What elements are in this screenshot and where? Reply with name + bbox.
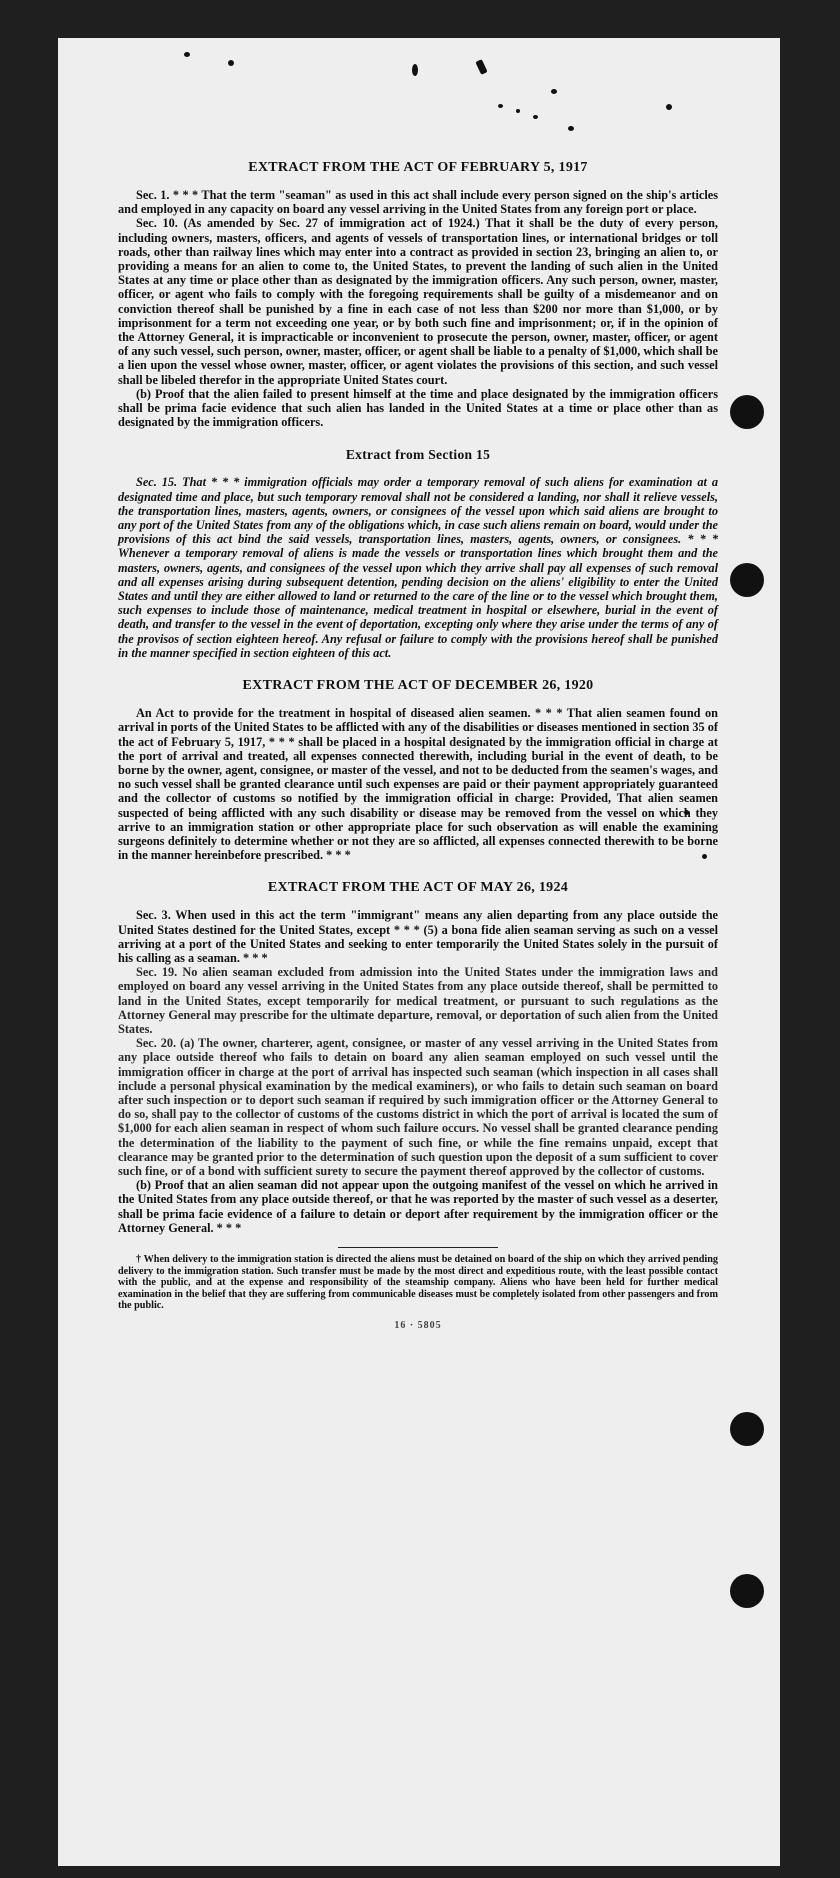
paragraph-sec-19: Sec. 19. No alien seaman excluded from admission into the United States under the immigration laws and employed on board any vessel arriving in the United States from any place outside thereof, shall be permitted to land in the United States, except temporarily for medical treatment, or pursuant to such regulations as the Attorney General may prescribe for the ultimate departure, removal, or deportation of such alien from the United States. bbox=[118, 965, 718, 1036]
punch-hole bbox=[730, 1574, 764, 1608]
paragraph-act-1920: An Act to provide for the treatment in hospital of diseased alien seamen. * * * That alien seamen found on arrival in ports of the United States to be afflicted with any of the disabilities or diseases mentioned in section 35 of the act of February 5, 1917, * * * shall be placed in a hospital designated by the immigration official in charge at the port of arrival and treated, all expenses connected therewith, including burial in the event of death, to be borne by the owner, agent, consignee, or master of the vessel, and not to be deducted from the seamen's wages, and no such vessel shall be granted clearance until such expenses are paid or their payment appropriately guaranteed and the collector of customs so notified by the immigration official in charge: Provided, That alien seamen suspected of being afflicted with any such disability or disease may be removed from the vessel on which they arrive to an immigration station or other appropriate place for such observation as will enable the examining surgeons definitely to determine whether or not they are so afflicted, all expenses connected therewith to be borne in the manner hereinbefore prescribed. * * * bbox=[118, 706, 718, 863]
scan-speck bbox=[412, 64, 418, 76]
heading-act-feb-1917: EXTRACT FROM THE ACT OF FEBRUARY 5, 1917 bbox=[248, 160, 588, 175]
section-15-block bbox=[118, 475, 718, 660]
punch-hole bbox=[730, 395, 764, 429]
scan-speck bbox=[568, 126, 574, 131]
paragraph-sec-10-b: (b) Proof that the alien failed to present himself at the time and place designated by the immigration officers shall be prima facie evidence that such alien has landed in the United States at a time or place other than as designated by the immigration officers. bbox=[118, 386, 718, 430]
paragraph-sec-10: Sec. 10. (As amended by Sec. 27 of immigration act of 1924.) That it shall be the duty of every person, including owners, masters, officers, and agents of vessels of transportation lines, or international bridges or toll roads, other than railway lines which may enter into a contract as provided in section 23, bringing an alien to, or providing a means for an alien to come to, the United States, to prevent the landing of such alien in the United States at any time or place other than as designated by the immigration officers. Any such person, owner, master, officer, or agent who fails to comply with the foregoing requirements shall be guilty of a misdemeanor and on conviction thereof shall be punished by a fine in each case of not less than $200 nor more than $1,000, or by imprisonment for a term not exceeding one year, or by both such fine and imprisonment; or, if in the opinion of the Attorney General, it is impracticable or inconvenient to prosecute the person, owner, master, officer, or agent of any such vessel, such person, owner, master, officer, or agent shall be liable to a penalty of $1,000, which shall be a lien upon the vessel whose owner, master, officer, or agent violates the provisions of this section, and such vessel shall be libeled therefor in the appropriate United States court. bbox=[118, 216, 718, 387]
heading-act-dec-1920: EXTRACT FROM THE ACT OF DECEMBER 26, 1920 bbox=[242, 678, 594, 694]
scan-speck bbox=[184, 52, 190, 57]
punch-hole bbox=[730, 1412, 764, 1446]
paragraph-sec-3: Sec. 3. When used in this act the term "immigrant" means any alien departing from any place outside the United States destined for the United States, except * * * (5) a bona fide alien seaman serving as such on a vessel arriving at a port of the United States and seeking to enter temporarily the United States solely in the pursuit of his calling as a seaman. * * * bbox=[118, 908, 718, 965]
scan-speck bbox=[228, 60, 234, 66]
heading-section-15: Extract from Section 15 bbox=[345, 447, 491, 463]
paragraph-sec-20-b: (b) Proof that an alien seaman did not appear upon the outgoing manifest of the vessel on which he arrived in the United States from any place outside thereof, or that he was reported by the master of such vessel as a deserter, shall be prima facie evidence of a failure to detain or deport after requirement by the immigration officer or the Attorney General. * * * bbox=[118, 1178, 718, 1235]
scan-speck bbox=[533, 115, 538, 119]
scan-speck bbox=[516, 109, 520, 113]
scan-speck bbox=[498, 104, 503, 108]
footnote-block bbox=[118, 1254, 718, 1312]
punch-hole bbox=[730, 563, 764, 597]
paragraph-sec-1: Sec. 1. * * * That the term "seaman" as used in this act shall include every person signed on the ship's articles and employed in any capacity on board any vessel arriving in the United States from any foreign port or place. bbox=[118, 188, 718, 217]
footnote-divider bbox=[338, 1247, 498, 1248]
document-page bbox=[58, 38, 780, 1866]
paragraph-sec-20-a: Sec. 20. (a) The owner, charterer, agent, consignee, or master of any vessel arriving in the United States from any place outside thereof who fails to detain on board any alien seaman employed on such vessel until the immigration officer in charge at the port of arrival has inspected such seaman (which inspection in all cases shall include a personal physical examination by the medical examiners), or who fails to detain such seaman on board after such inspection or to deport such seaman if required by such immigration officer or the Attorney General to do so, shall pay to the collector of customs of the customs district in which the port of arrival is located the sum of $1,000 for each alien seaman in respect of whom such failure occurs. No vessel shall be granted clearance pending the determination of the liability to the payment of such fine, or while the fine remains unpaid, except that clearance may be granted prior to the determination of such question upon the deposit of a sum sufficient to cover such fine, or of a bond with sufficient surety to secure the payment thereof approved by the collector of customs. bbox=[118, 1036, 718, 1178]
heading-act-may-1924: EXTRACT FROM THE ACT OF MAY 26, 1924 bbox=[267, 880, 569, 896]
scan-speck bbox=[475, 59, 487, 75]
paragraph-sec-15: Sec. 15. That * * * immigration officials may order a temporary removal of such aliens for examination at a designated time and place, but such temporary removal shall not be considered a landing, nor shall it relieve vessels, the transportation lines, masters, agents, owners, or consignees of the vessel upon which said aliens are brought to any port of the United States from any of the obligations which, in case such aliens remain on board, would under the provisions of this act bind the said vessels, transportation lines, masters, agents, owners, or consignees. * * * Whenever a temporary removal of aliens is made the vessels or transportation lines which brought them and the masters, owners, agents, and consignees of the vessel upon which they arrive shall pay all expenses of such removal and all expenses arising during subsequent detention, pending decision on the aliens' eligibility to enter the United States and until they are either allowed to land or returned to the care of the line or to the vessel which brought them, such expenses to include those of maintenance, medical treatment in hospital or elsewhere, burial in the event of death, and transfer to the vessel in the event of deportation, excepting only where they arise under the terms of any of the provisos of section eighteen hereof. Any refusal or failure to comply with the provisions hereof shall be punished in the manner specified in section eighteen of this act. bbox=[118, 475, 718, 660]
footnote-text: † When delivery to the immigration station is directed the aliens must be detained on board of the ship on which they arrived pending delivery to the immigration station. Such transfer must be made by the most direct and expeditious route, with the least possible contact with the public, and at the expense and responsibility of the steamship company. Aliens who have been held for further medical examination in the belief that they are suffering from communicable diseases must be completely isolated from other passengers and from the public. bbox=[118, 1254, 718, 1312]
scan-speck bbox=[551, 89, 557, 94]
scan-speck bbox=[666, 104, 672, 110]
document-body bbox=[118, 160, 718, 1331]
page-marker: 16 · 5805 bbox=[394, 1319, 442, 1331]
